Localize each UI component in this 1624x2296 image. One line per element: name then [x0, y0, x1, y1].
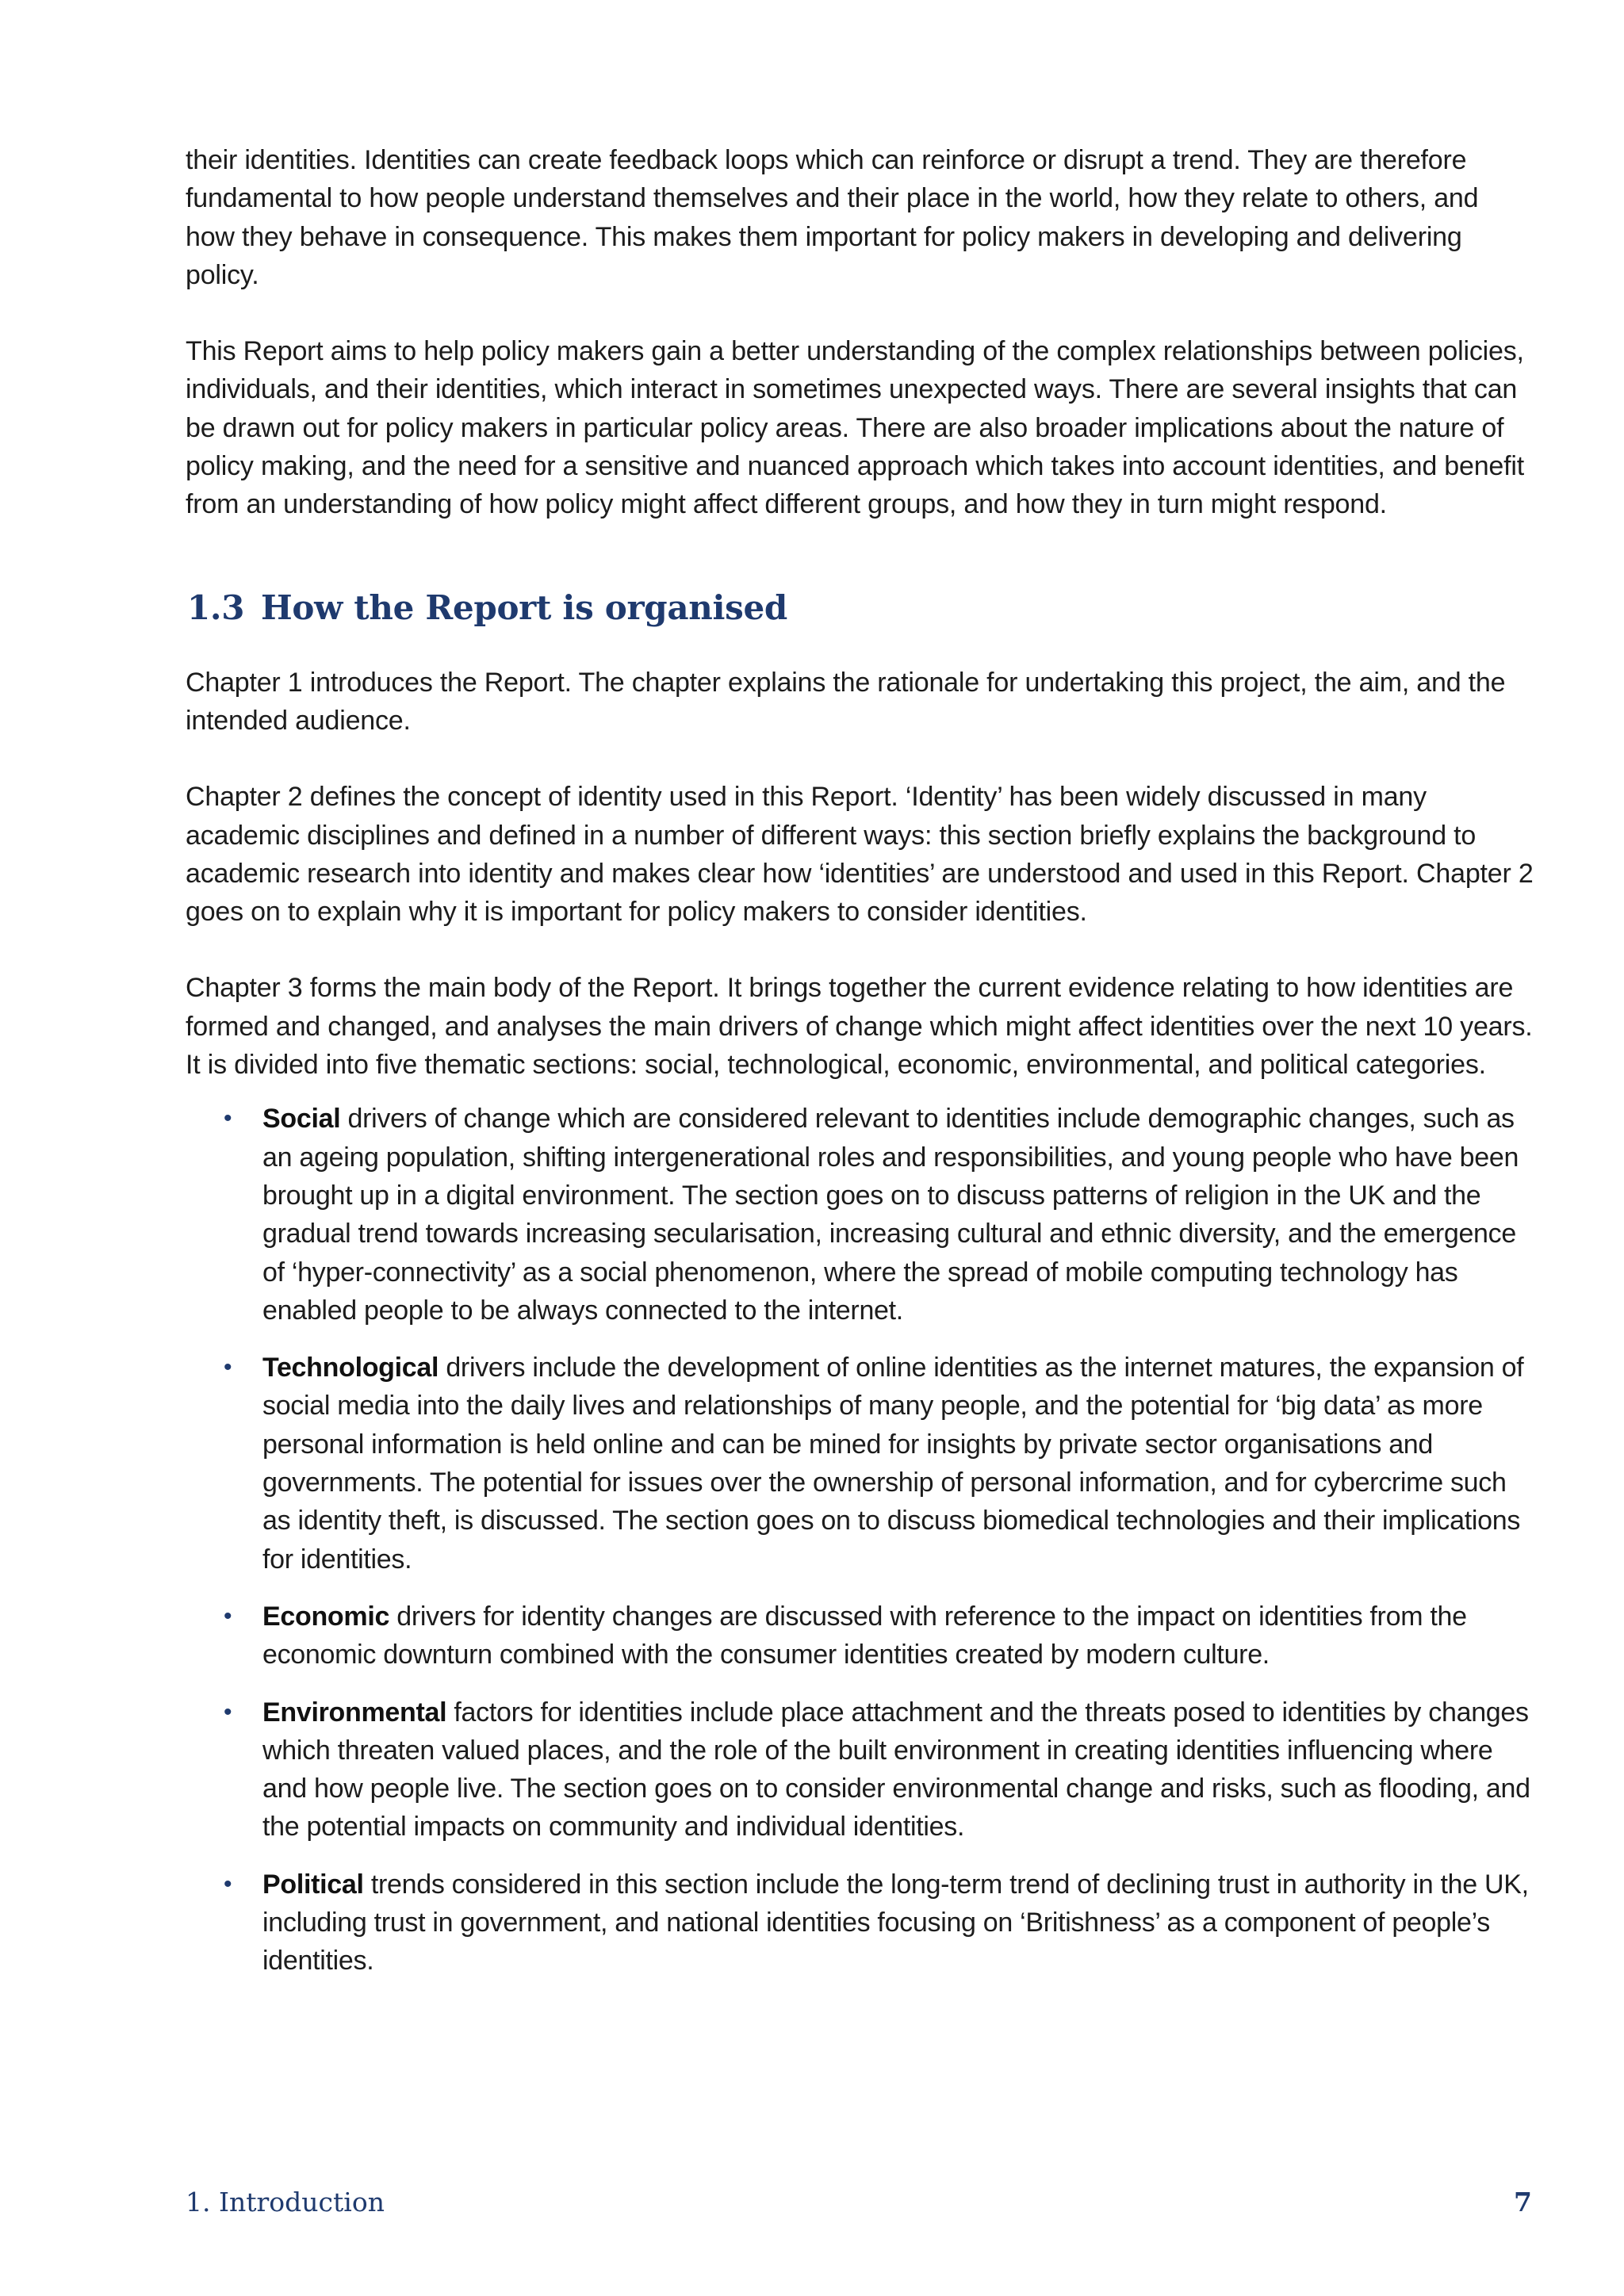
bullet-text: drivers of change which are considered relevant to identities include demographic changes, such as an ageing population, shifting intergenerational roles and responsibilities, and young people who have been brought up in a digital environment. The section goes on to discuss patterns of religion in the UK and the gradual trend towards increasing secularisation, increasing cultural and ethnic diversity, and the emergence of ‘hyper-connectivity’ as a social phenomenon, where the spread of mobile computing technology has enabled people to be always connected to the internet. — [262, 1104, 1519, 1326]
bullet-lead: Political — [262, 1869, 364, 1900]
bullet-text: trends considered in this section include the long-term trend of declining trust in authority in the UK, including trust in government, and national identities focusing on ‘Britishness’ as a component of people’s identities. — [262, 1869, 1529, 1976]
bullet-lead: Economic — [262, 1601, 390, 1632]
list-item-environmental — [186, 1693, 1534, 1846]
section-title: How the Report is organised — [261, 587, 787, 627]
footer-section-name: 1. Introduction — [186, 2187, 385, 2218]
chapter-paragraph: Chapter 3 forms the main body of the Report. It brings together the current evidence relating to how identities are formed and changed, and analyses the main drivers of change which might affect identities over the next 10 years. It is divided into five thematic sections: social, technological, economic, environmental, and political categories. — [186, 973, 1533, 1081]
bullet-icon: • — [224, 1105, 232, 1132]
list-item-technological — [186, 1349, 1534, 1578]
page-footer — [186, 2187, 1532, 2226]
page-content — [186, 141, 1534, 1999]
intro-paragraph: their identities. Identities can create feedback loops which can reinforce or disrupt a trend. They are therefore fundamental to how people understand themselves and their place in the world, how they relate to others, and how they behave in consequence. This makes them important for policy makers in developing and delivering policy. — [186, 145, 1479, 290]
page-number: 7 — [1514, 2187, 1532, 2218]
bullet-lead: Technological — [262, 1353, 439, 1383]
intro-paragraph: This Report aims to help policy makers gain a better understanding of the complex relationships between policies, individuals, and their identities, which interact in sometimes unexpected ways. There are several insights that can be drawn out for policy makers in particular policy areas. There are also broader implications about the nature of policy making, and the need for a sensitive and nuanced approach which takes into account identities, and benefit from an understanding of how policy might affect different groups, and how they in turn might respond. — [186, 336, 1524, 520]
list-item-political — [186, 1866, 1534, 1980]
section-number: 1.3 — [187, 587, 245, 627]
list-item-economic — [186, 1598, 1534, 1674]
bullet-icon: • — [224, 1870, 232, 1897]
bullet-icon: • — [224, 1602, 232, 1629]
chapter-paragraph: Chapter 2 defines the concept of identity used in this Report. ‘Identity’ has been widely discussed in many academic disciplines and defined in a number of different ways: this section briefly explains the background to academic research into identity and makes clear how ‘identities’ are understood and used in this Report. Chapter 2 goes on to explain why it is important for policy makers to consider identities. — [186, 782, 1534, 928]
bullet-lead: Social — [262, 1104, 341, 1135]
drivers-list — [186, 1100, 1534, 1980]
bullet-text: drivers include the development of online identities as the internet matures, the expansion of social media into the daily lives and relationships of many people, and the potential for ‘big data’ as more personal information is held online and can be mined for insights by private sector organisations and governments. The potential for issues over the ownership of personal information, and for cybercrime such as identity theft, is discussed. The section goes on to discuss biomedical technologies and their implications for identities. — [262, 1353, 1524, 1575]
list-item-social — [186, 1100, 1534, 1330]
bullet-text: factors for identities include place attachment and the threats posed to identities by changes which threaten valued places, and the role of the built environment in creating identities influencing where and how people live. The section goes on to consider environmental change and risks, such as flooding, and the potential impacts on community and individual identities. — [262, 1697, 1530, 1843]
bullet-icon: • — [224, 1698, 232, 1725]
bullet-text: drivers for identity changes are discussed with reference to the impact on identities from the economic downturn combined with the consumer identities created by modern culture. — [262, 1601, 1467, 1670]
bullet-lead: Environmental — [262, 1697, 447, 1728]
section-heading — [187, 586, 1534, 630]
chapter-paragraph: Chapter 1 introduces the Report. The chapter explains the rationale for undertaking this project, the aim, and the intended audience. — [186, 667, 1506, 736]
bullet-icon: • — [224, 1354, 232, 1381]
